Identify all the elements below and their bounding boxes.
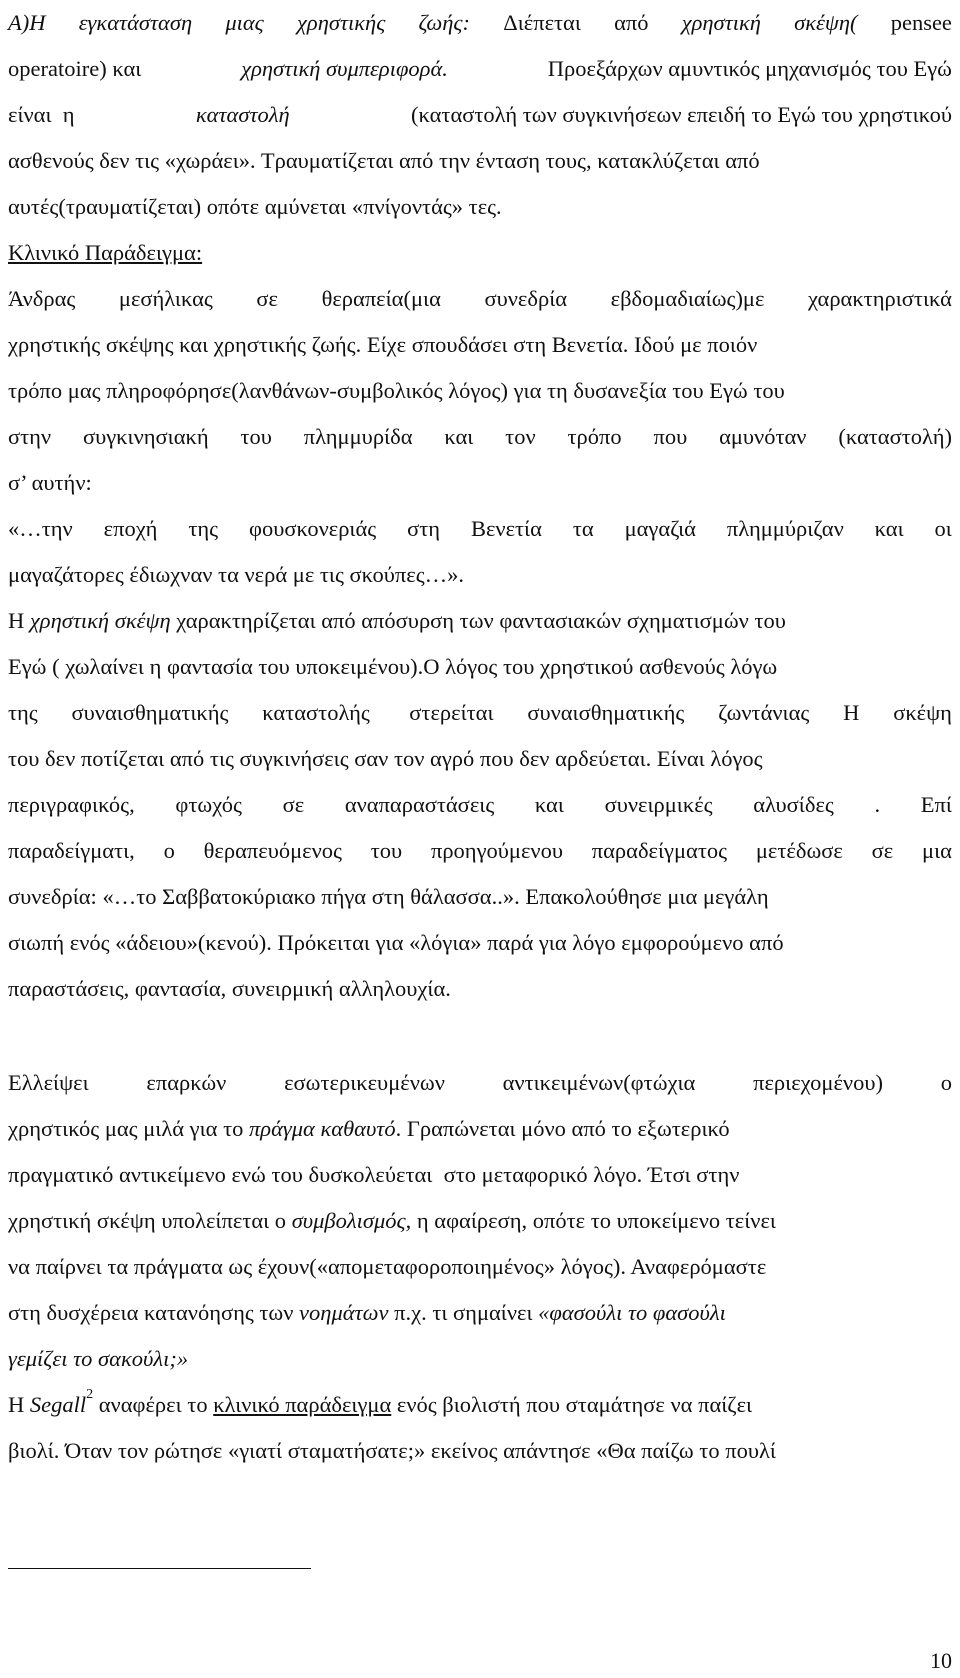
text-segment: αντικειμένων(φτώχια [502, 1070, 696, 1095]
text-line [8, 8, 952, 38]
text-segment: ζωής: [418, 10, 471, 35]
text-run [8, 1387, 753, 1420]
text-segment: συμβολισμός [291, 1208, 406, 1233]
text-segment: συνεδρία: «…το Σαββατοκύριακο πήγα στη θάλασσα..». Επακολούθησε μια μεγάλη [8, 884, 769, 909]
text-segment: σκέψη( [794, 10, 858, 35]
text-segment: pensee [890, 10, 952, 35]
text-run [8, 1298, 726, 1328]
text-segment: στη δυσχέρεια κατανόησης των [8, 1300, 300, 1325]
text-line [8, 238, 952, 268]
text-segment: του δεν ποτίζεται από τις συγκινήσεις σαν τον αγρό που δεν αρδεύεται. Είναι λόγος [8, 746, 763, 771]
text-segment: Βενετία [470, 516, 542, 541]
text-run [8, 1160, 739, 1190]
text-segment: «…την [8, 516, 73, 541]
page-number: 10 [930, 1648, 952, 1673]
text-segment: να παίρνει τα πράγματα ως έχουν(«απομεταφοροποιημένος» λόγος). Αναφερόμαστε [8, 1254, 767, 1279]
text-segment: συναισθηματικής [71, 700, 229, 725]
text-run [8, 330, 757, 360]
text-segment: σε [282, 792, 305, 817]
text-segment: θεραπευόμενος [203, 838, 342, 863]
text-segment: αναφέρει το [93, 1392, 214, 1417]
text-segment: μια [922, 838, 952, 863]
text-line [8, 1298, 952, 1328]
text-segment: πράγμα καθαυτό [249, 1116, 396, 1141]
text-run [8, 974, 451, 1004]
text-segment: χαρακτηριστικά [808, 286, 952, 311]
text-segment: προηγούμενου [430, 838, 563, 863]
text-segment: συνειρμικές [604, 792, 713, 817]
text-segment: μαγαζιά [624, 516, 696, 541]
text-segment: σιωπή ενός «άδειου»(κενού). Πρόκειται για «λόγια» παρά για λόγο εμφορούμενο από [8, 930, 784, 955]
text-segment: από [614, 10, 649, 35]
text-segment: καταστολή [195, 102, 290, 127]
text-segment: Segall [29, 1392, 87, 1417]
text-run [8, 744, 763, 774]
text-segment: Προεξάρχων αμυντικός μηχανισμός του Εγώ [547, 56, 952, 81]
text-segment: μεσήλικας [118, 286, 213, 311]
text-line [8, 744, 952, 774]
text-segment: μιας [225, 10, 264, 35]
text-segment: καταστολής [262, 700, 370, 725]
footnote-marker: 2 [86, 1387, 94, 1402]
text-segment: φτωχός [175, 792, 242, 817]
text-segment: . [874, 792, 881, 817]
text-run [8, 238, 202, 268]
text-segment: , η αφαίρεση, οπότε το υποκείμενο τείνει [405, 1208, 776, 1233]
text-segment: στη [407, 516, 441, 541]
text-line [8, 330, 952, 360]
text-segment: Άνδρας [8, 286, 76, 311]
text-segment: Κλινικό Παράδειγμα: [8, 240, 203, 265]
text-line [8, 790, 952, 820]
text-segment: συγκινησιακή [82, 424, 209, 449]
text-segment: Α)Η [8, 10, 46, 35]
text-line [8, 422, 952, 452]
text-line [8, 514, 952, 544]
text-run [8, 1206, 776, 1236]
text-segment: που [653, 424, 688, 449]
text-segment: πλημμυρίδα [303, 424, 413, 449]
text-segment: χρηστική συμπεριφορά. [241, 56, 448, 81]
text-line [8, 836, 952, 866]
text-segment: συνεδρία [484, 286, 568, 311]
text-line [8, 468, 952, 498]
text-segment: Διέπεται [503, 10, 581, 35]
text-segment: πλημμύριζαν [726, 516, 844, 541]
text-segment: Η [8, 1392, 30, 1417]
text-segment: οι [934, 516, 952, 541]
text-segment: εσωτερικευμένων [284, 1070, 445, 1095]
text-segment: χρηστική σκέψη υπολείπεται ο [8, 1208, 292, 1233]
text-run [8, 606, 786, 636]
text-segment: αμυνόταν [719, 424, 807, 449]
footnote-separator [8, 1568, 311, 1569]
text-segment: φουσκονεριάς [248, 516, 377, 541]
text-segment: ζωντάνιας [718, 700, 810, 725]
text-run [8, 192, 502, 222]
text-line [8, 192, 952, 222]
text-segment: αυτές(τραυματίζεται) οπότε αμύνεται «πνίγοντάς» τες. [8, 194, 502, 219]
text-line [8, 882, 952, 912]
text-line [8, 606, 952, 636]
text-segment: παραδείγματος [591, 838, 728, 863]
text-segment: αναπαραστάσεις [344, 792, 495, 817]
text-segment: Ελλείψει [8, 1070, 89, 1095]
text-segment: ο [940, 1070, 952, 1095]
text-segment: σε [256, 286, 278, 311]
text-segment: νοημάτων [299, 1300, 389, 1325]
text-segment: Η [8, 608, 30, 633]
text-line [8, 54, 952, 84]
text-segment: γεμίζει το σακούλι;» [8, 1346, 189, 1371]
text-segment: σε [871, 838, 894, 863]
text-run [8, 1436, 776, 1466]
text-run [8, 1114, 730, 1144]
text-segment: εβδομαδιαίως)με [610, 286, 765, 311]
text-segment: αλυσίδες [753, 792, 834, 817]
text-segment: στην [8, 424, 52, 449]
text-line [8, 1252, 952, 1282]
text-segment: θεραπεία(μια [321, 286, 441, 311]
text-segment: χρηστικής σκέψης και χρηστικής ζωής. Είχε σπουδάσει στη Βενετία. Ιδού με ποιόν [8, 332, 758, 357]
text-segment: βιολί. Όταν τον ρώτησε «γιατί σταματήσατε;» εκείνος απάντησε «Θα παίζω το πουλί [8, 1438, 776, 1463]
text-segment: operatoire) και [8, 56, 142, 81]
text-segment: μετέδωσε [755, 838, 843, 863]
text-segment: περιεχομένου) [753, 1070, 883, 1095]
text-segment: συναισθηματικής [527, 700, 685, 725]
text-run [8, 1344, 188, 1374]
text-segment: και [444, 424, 474, 449]
text-run [8, 560, 464, 590]
text-line [8, 146, 952, 176]
text-segment: του [370, 838, 403, 863]
text-line [8, 652, 952, 682]
text-run [8, 882, 769, 912]
text-segment: παραστάσεις, φαντασία, συνειρμική αλληλουχία. [8, 976, 451, 1001]
text-line [8, 974, 952, 1004]
text-segment: του [240, 424, 272, 449]
text-segment: πραγματικό αντικείμενο ενώ του δυσκολεύεται στο μεταφορικό λόγο. Έτσι στην [8, 1162, 740, 1187]
text-segment: «φασούλι το φασούλι [538, 1300, 726, 1325]
text-segment: χαρακτηρίζεται από απόσυρση των φαντασιακών σχηματισμών του [170, 608, 786, 633]
text-line [8, 1114, 952, 1144]
text-segment: . Γραπώνεται μόνο από το εξωτερικό [395, 1116, 730, 1141]
text-segment: τρόπο μας πληροφόρησε(λανθάνων-συμβολικός λόγος) για τη δυσανεξία του Εγώ του [8, 378, 785, 403]
text-run [8, 1252, 766, 1282]
text-line [8, 1160, 952, 1190]
text-line [8, 560, 952, 590]
text-line [8, 698, 952, 728]
text-segment: τρόπο [567, 424, 622, 449]
text-run [8, 376, 785, 406]
text-line [8, 1068, 952, 1098]
text-segment: εγκατάσταση [78, 10, 193, 35]
text-segment: επαρκών [146, 1070, 227, 1095]
text-line [8, 1344, 952, 1374]
text-run [8, 468, 92, 498]
text-segment: Επί [920, 792, 952, 817]
text-segment: κλινικό παράδειγμα [213, 1392, 392, 1417]
text-segment: ενός βιολιστή που σταμάτησε να παίζει [391, 1392, 753, 1417]
text-segment: π.χ. τι σημαίνει [388, 1300, 539, 1325]
text-segment: τον [505, 424, 536, 449]
text-segment: της [8, 700, 38, 725]
text-segment: της [188, 516, 219, 541]
text-segment: χρηστικής [297, 10, 386, 35]
text-segment: Η [843, 700, 860, 725]
text-segment: είναι η [8, 102, 75, 127]
text-segment: περιγραφικός, [8, 792, 135, 817]
text-segment: και [874, 516, 904, 541]
text-segment: χρηστική σκέψη [29, 608, 171, 633]
text-segment: Εγώ ( χωλαίνει η φαντασία του υποκειμένου).Ο λόγος του χρηστικού ασθενούς λόγω [8, 654, 778, 679]
text-segment: (καταστολή) [838, 424, 952, 449]
text-run [8, 146, 760, 176]
text-segment: παραδείγματι, [8, 838, 135, 863]
text-run [8, 928, 784, 958]
text-segment: σ’ αυτήν: [8, 470, 92, 495]
text-segment: σκέψη [893, 700, 952, 725]
text-segment: ο [163, 838, 175, 863]
text-line [8, 1387, 952, 1420]
text-segment: μαγαζάτορες έδιωχναν τα νερά με τις σκούπες…». [8, 562, 464, 587]
text-segment: ασθενούς δεν τις «χωράει». Τραυματίζεται από την ένταση τους, κατακλύζεται από [8, 148, 760, 173]
text-segment: εποχή [103, 516, 158, 541]
text-segment: στερείται [403, 700, 494, 725]
text-segment: τα [572, 516, 594, 541]
text-segment: (καταστολή των συγκινήσεων επειδή το Εγώ του χρηστικού [410, 102, 952, 127]
text-line [8, 284, 952, 314]
text-line [8, 100, 952, 130]
text-line [8, 1206, 952, 1236]
text-line [8, 376, 952, 406]
text-run [8, 652, 777, 682]
text-segment: χρηστικός μας μιλά για το [8, 1116, 249, 1141]
text-segment: χρηστική [681, 10, 761, 35]
text-segment: και [534, 792, 564, 817]
text-line [8, 1436, 952, 1466]
text-line [8, 928, 952, 958]
